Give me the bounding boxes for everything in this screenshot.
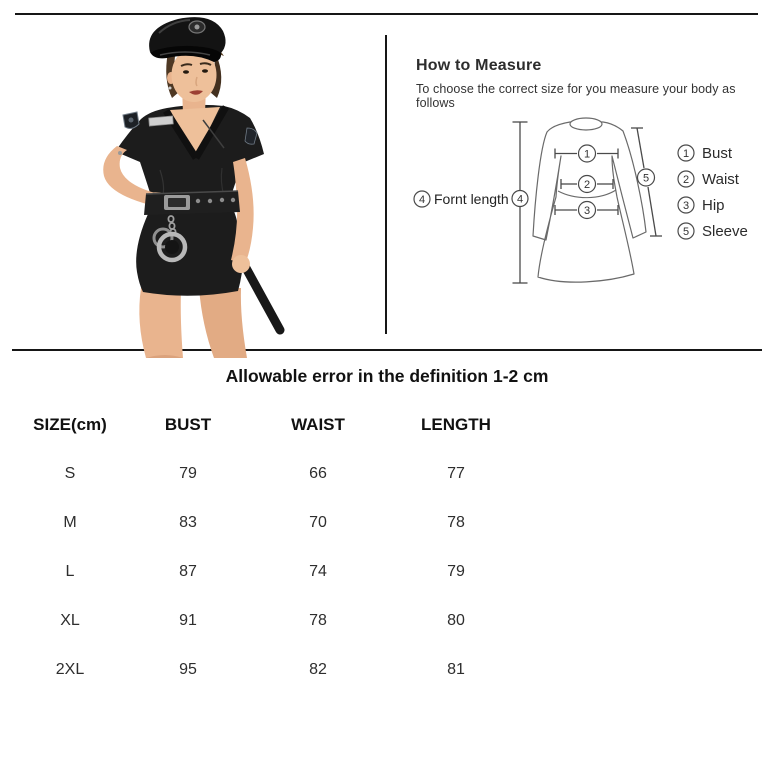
table-row-l [0, 547, 512, 596]
legend-waist-label: Waist [702, 171, 739, 188]
cell-waist: 70 [309, 513, 327, 531]
police-baton [246, 268, 280, 330]
name-tag [149, 116, 174, 126]
legend-bust-label: Bust [702, 145, 733, 162]
table-row-xl [0, 596, 512, 645]
cell-waist: 82 [309, 660, 327, 678]
model-photo [0, 0, 380, 362]
cell-bust: 95 [179, 660, 197, 678]
cell-bust: 83 [179, 513, 197, 531]
front-length-marker-icon: 4 [516, 193, 524, 206]
cell-size: L [65, 562, 75, 580]
sleeve-marker-icon: 5 [642, 172, 650, 185]
measure-diagram [395, 100, 774, 350]
bust-marker-icon: 1 [583, 148, 591, 161]
col-header-size: SIZE(cm) [33, 414, 107, 434]
legend-sleeve-label: Sleeve [702, 223, 748, 240]
col-header-bust: BUST [164, 414, 212, 434]
cell-bust: 87 [179, 562, 197, 580]
vertical-divider [385, 35, 387, 334]
col-header-length: LENGTH [421, 414, 491, 434]
legend-waist-num-icon: 2 [682, 174, 690, 186]
cell-length: 79 [447, 562, 465, 580]
measure-subtitle: To choose the correct size for you measure your body as follows [416, 82, 736, 110]
front-length-line [512, 122, 528, 283]
table-row-s [0, 449, 512, 498]
front-length-label [414, 191, 509, 207]
front-length-label-text: Fornt length [434, 191, 509, 207]
size-table [0, 400, 512, 694]
size-table-header [0, 400, 512, 449]
table-row-2xl [0, 645, 512, 694]
legend-sleeve-num-icon: 5 [682, 226, 690, 238]
hip-marker-icon: 3 [583, 205, 591, 217]
belt [144, 191, 240, 215]
cell-bust: 91 [179, 611, 197, 629]
model-legs [139, 288, 247, 358]
cell-length: 78 [447, 513, 465, 531]
dress-outline [533, 118, 646, 282]
cell-bust: 79 [179, 464, 197, 482]
legend-hip-label: Hip [702, 197, 725, 214]
legend-hip-num-icon: 3 [682, 200, 690, 212]
cell-length: 80 [447, 611, 465, 629]
measure-legend [678, 145, 748, 240]
cell-waist: 78 [309, 611, 327, 629]
cell-size: 2XL [55, 660, 85, 678]
cell-waist: 74 [309, 562, 327, 580]
legend-bust-num-icon: 1 [682, 148, 690, 160]
police-hat [149, 17, 225, 62]
col-header-waist: WAIST [291, 414, 345, 434]
measure-title: How to Measure [416, 57, 542, 74]
cell-length: 81 [447, 660, 465, 678]
cell-waist: 66 [309, 464, 327, 482]
waist-marker-icon: 2 [583, 179, 591, 191]
cell-size: S [64, 464, 76, 482]
cell-size: M [63, 513, 77, 531]
model-hand [232, 255, 250, 273]
cell-length: 77 [447, 464, 465, 482]
table-row-m [0, 498, 512, 547]
tolerance-note: Allowable error in the definition 1-2 cm [225, 366, 549, 386]
cell-size: XL [60, 611, 80, 629]
front-length-label-num-icon: 4 [418, 194, 426, 206]
